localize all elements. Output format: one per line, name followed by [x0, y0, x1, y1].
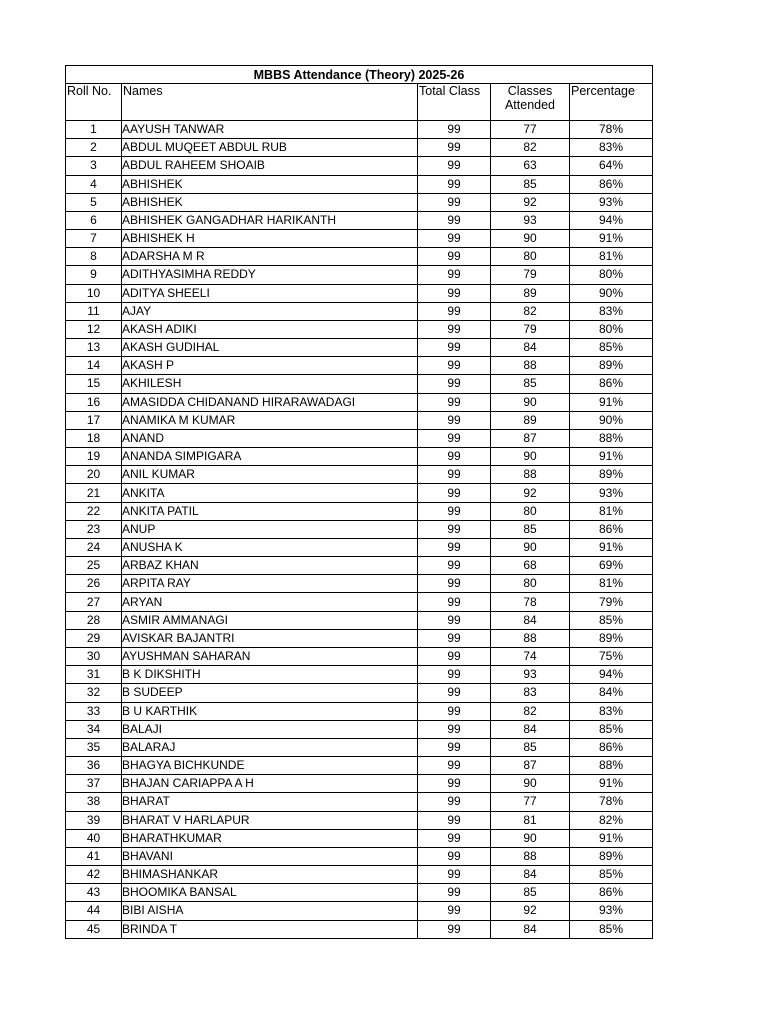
- table-row: [66, 230, 653, 248]
- table-row: [66, 647, 653, 665]
- student-name-cell: BRINDA T: [122, 920, 418, 938]
- percentage-cell: 85%: [570, 920, 653, 938]
- roll-number-cell: 38: [66, 793, 122, 811]
- student-name-cell: BHARAT: [122, 793, 418, 811]
- student-name-cell: ADARSHA M R: [122, 248, 418, 266]
- roll-number-cell: 45: [66, 920, 122, 938]
- table-row: [66, 320, 653, 338]
- percentage-cell: 81%: [570, 248, 653, 266]
- roll-number-cell: 31: [66, 666, 122, 684]
- percentage-cell: 85%: [570, 720, 653, 738]
- student-name-cell: ANKITA PATIL: [122, 502, 418, 520]
- percentage-cell: 69%: [570, 557, 653, 575]
- roll-number-cell: 34: [66, 720, 122, 738]
- table-row: [66, 829, 653, 847]
- table-row: [66, 811, 653, 829]
- student-name-cell: AKASH P: [122, 357, 418, 375]
- table-row: [66, 557, 653, 575]
- table-row: [66, 502, 653, 520]
- table-row: [66, 611, 653, 629]
- classes-attended-cell: 88: [491, 847, 570, 865]
- roll-number-cell: 18: [66, 429, 122, 447]
- classes-attended-cell: 80: [491, 575, 570, 593]
- percentage-cell: 86%: [570, 884, 653, 902]
- roll-number-cell: 22: [66, 502, 122, 520]
- total-class-cell: 99: [418, 884, 491, 902]
- percentage-cell: 86%: [570, 738, 653, 756]
- classes-attended-cell: 90: [491, 230, 570, 248]
- total-class-cell: 99: [418, 502, 491, 520]
- classes-attended-cell: 79: [491, 266, 570, 284]
- roll-number-cell: 42: [66, 866, 122, 884]
- total-class-cell: 99: [418, 702, 491, 720]
- percentage-cell: 78%: [570, 793, 653, 811]
- total-class-cell: 99: [418, 757, 491, 775]
- header-roll-no: Roll No.: [66, 84, 122, 121]
- classes-attended-cell: 92: [491, 484, 570, 502]
- percentage-cell: 90%: [570, 284, 653, 302]
- table-row: [66, 775, 653, 793]
- roll-number-cell: 43: [66, 884, 122, 902]
- classes-attended-cell: 80: [491, 502, 570, 520]
- student-name-cell: B U KARTHIK: [122, 702, 418, 720]
- percentage-cell: 83%: [570, 302, 653, 320]
- classes-attended-cell: 89: [491, 411, 570, 429]
- total-class-cell: 99: [418, 429, 491, 447]
- student-name-cell: ADITHYASIMHA REDDY: [122, 266, 418, 284]
- total-class-cell: 99: [418, 121, 491, 139]
- student-name-cell: AAYUSH TANWAR: [122, 121, 418, 139]
- header-row: [66, 84, 653, 121]
- table-row: [66, 411, 653, 429]
- student-name-cell: BHARATHKUMAR: [122, 829, 418, 847]
- table-row: [66, 793, 653, 811]
- total-class-cell: 99: [418, 811, 491, 829]
- table-row: [66, 248, 653, 266]
- roll-number-cell: 2: [66, 139, 122, 157]
- student-name-cell: AJAY: [122, 302, 418, 320]
- table-row: [66, 757, 653, 775]
- classes-attended-cell: 87: [491, 757, 570, 775]
- student-name-cell: ANIL KUMAR: [122, 466, 418, 484]
- total-class-cell: 99: [418, 575, 491, 593]
- percentage-cell: 91%: [570, 829, 653, 847]
- table-row: [66, 884, 653, 902]
- attendance-table: [65, 65, 653, 939]
- roll-number-cell: 14: [66, 357, 122, 375]
- total-class-cell: 99: [418, 847, 491, 865]
- classes-attended-cell: 85: [491, 520, 570, 538]
- classes-attended-cell: 82: [491, 302, 570, 320]
- classes-attended-cell: 79: [491, 320, 570, 338]
- roll-number-cell: 16: [66, 393, 122, 411]
- total-class-cell: 99: [418, 320, 491, 338]
- roll-number-cell: 36: [66, 757, 122, 775]
- roll-number-cell: 9: [66, 266, 122, 284]
- roll-number-cell: 29: [66, 629, 122, 647]
- roll-number-cell: 27: [66, 593, 122, 611]
- header-percentage: Percentage: [570, 84, 653, 121]
- student-name-cell: ABHISHEK H: [122, 230, 418, 248]
- total-class-cell: 99: [418, 302, 491, 320]
- classes-attended-cell: 82: [491, 139, 570, 157]
- student-name-cell: ANUP: [122, 520, 418, 538]
- roll-number-cell: 10: [66, 284, 122, 302]
- percentage-cell: 88%: [570, 429, 653, 447]
- classes-attended-cell: 77: [491, 793, 570, 811]
- percentage-cell: 91%: [570, 448, 653, 466]
- table-row: [66, 684, 653, 702]
- total-class-cell: 99: [418, 466, 491, 484]
- classes-attended-cell: 74: [491, 647, 570, 665]
- roll-number-cell: 20: [66, 466, 122, 484]
- percentage-cell: 89%: [570, 357, 653, 375]
- percentage-cell: 91%: [570, 230, 653, 248]
- percentage-cell: 86%: [570, 175, 653, 193]
- total-class-cell: 99: [418, 484, 491, 502]
- percentage-cell: 85%: [570, 866, 653, 884]
- classes-attended-cell: 84: [491, 720, 570, 738]
- classes-attended-cell: 88: [491, 466, 570, 484]
- percentage-cell: 89%: [570, 629, 653, 647]
- total-class-cell: 99: [418, 393, 491, 411]
- percentage-cell: 80%: [570, 320, 653, 338]
- roll-number-cell: 13: [66, 339, 122, 357]
- total-class-cell: 99: [418, 866, 491, 884]
- total-class-cell: 99: [418, 211, 491, 229]
- student-name-cell: AYUSHMAN SAHARAN: [122, 647, 418, 665]
- roll-number-cell: 41: [66, 847, 122, 865]
- percentage-cell: 94%: [570, 211, 653, 229]
- total-class-cell: 99: [418, 448, 491, 466]
- percentage-cell: 85%: [570, 339, 653, 357]
- total-class-cell: 99: [418, 557, 491, 575]
- total-class-cell: 99: [418, 139, 491, 157]
- student-name-cell: ANUSHA K: [122, 538, 418, 556]
- classes-attended-cell: 92: [491, 902, 570, 920]
- classes-attended-cell: 84: [491, 920, 570, 938]
- total-class-cell: 99: [418, 720, 491, 738]
- student-name-cell: BHARAT V HARLAPUR: [122, 811, 418, 829]
- percentage-cell: 91%: [570, 393, 653, 411]
- table-row: [66, 738, 653, 756]
- total-class-cell: 99: [418, 375, 491, 393]
- table-row: [66, 175, 653, 193]
- student-name-cell: ANANDA SIMPIGARA: [122, 448, 418, 466]
- classes-attended-cell: 77: [491, 121, 570, 139]
- roll-number-cell: 7: [66, 230, 122, 248]
- student-name-cell: AKHILESH: [122, 375, 418, 393]
- percentage-cell: 84%: [570, 684, 653, 702]
- total-class-cell: 99: [418, 357, 491, 375]
- percentage-cell: 86%: [570, 520, 653, 538]
- classes-attended-cell: 90: [491, 393, 570, 411]
- student-name-cell: BHIMASHANKAR: [122, 866, 418, 884]
- classes-attended-cell: 90: [491, 448, 570, 466]
- total-class-cell: 99: [418, 538, 491, 556]
- student-name-cell: ARPITA RAY: [122, 575, 418, 593]
- roll-number-cell: 35: [66, 738, 122, 756]
- table-row: [66, 520, 653, 538]
- student-name-cell: BHAJAN CARIAPPA A H: [122, 775, 418, 793]
- roll-number-cell: 28: [66, 611, 122, 629]
- classes-attended-cell: 82: [491, 702, 570, 720]
- percentage-cell: 86%: [570, 375, 653, 393]
- table-row: [66, 121, 653, 139]
- table-row: [66, 593, 653, 611]
- table-row: [66, 575, 653, 593]
- roll-number-cell: 5: [66, 193, 122, 211]
- total-class-cell: 99: [418, 157, 491, 175]
- student-name-cell: ABHISHEK: [122, 175, 418, 193]
- total-class-cell: 99: [418, 920, 491, 938]
- table-row: [66, 920, 653, 938]
- roll-number-cell: 44: [66, 902, 122, 920]
- roll-number-cell: 26: [66, 575, 122, 593]
- student-name-cell: BALARAJ: [122, 738, 418, 756]
- classes-attended-cell: 84: [491, 339, 570, 357]
- total-class-cell: 99: [418, 520, 491, 538]
- student-name-cell: ABDUL MUQEET ABDUL RUB: [122, 139, 418, 157]
- student-name-cell: AKASH GUDIHAL: [122, 339, 418, 357]
- roll-number-cell: 33: [66, 702, 122, 720]
- total-class-cell: 99: [418, 666, 491, 684]
- percentage-cell: 89%: [570, 847, 653, 865]
- student-name-cell: ADITYA SHEELI: [122, 284, 418, 302]
- classes-attended-cell: 85: [491, 375, 570, 393]
- classes-attended-cell: 84: [491, 611, 570, 629]
- classes-attended-cell: 90: [491, 775, 570, 793]
- classes-attended-cell: 90: [491, 538, 570, 556]
- percentage-cell: 85%: [570, 611, 653, 629]
- table-row: [66, 266, 653, 284]
- percentage-cell: 91%: [570, 538, 653, 556]
- classes-attended-cell: 81: [491, 811, 570, 829]
- title-row: [66, 66, 653, 84]
- classes-attended-cell: 85: [491, 884, 570, 902]
- table-row: [66, 484, 653, 502]
- table-row: [66, 448, 653, 466]
- total-class-cell: 99: [418, 266, 491, 284]
- student-name-cell: ABHISHEK GANGADHAR HARIKANTH: [122, 211, 418, 229]
- header-names: Names: [122, 84, 418, 121]
- percentage-cell: 90%: [570, 411, 653, 429]
- roll-number-cell: 1: [66, 121, 122, 139]
- percentage-cell: 82%: [570, 811, 653, 829]
- percentage-cell: 83%: [570, 139, 653, 157]
- classes-attended-cell: 88: [491, 629, 570, 647]
- percentage-cell: 89%: [570, 466, 653, 484]
- table-row: [66, 702, 653, 720]
- classes-attended-cell: 78: [491, 593, 570, 611]
- classes-attended-cell: 68: [491, 557, 570, 575]
- table-row: [66, 139, 653, 157]
- classes-attended-cell: 63: [491, 157, 570, 175]
- student-name-cell: BHAVANI: [122, 847, 418, 865]
- classes-attended-cell: 85: [491, 738, 570, 756]
- classes-attended-cell: 84: [491, 866, 570, 884]
- total-class-cell: 99: [418, 175, 491, 193]
- student-name-cell: ANAMIKA M KUMAR: [122, 411, 418, 429]
- roll-number-cell: 21: [66, 484, 122, 502]
- percentage-cell: 93%: [570, 902, 653, 920]
- header-classes-attended: [491, 84, 570, 121]
- student-name-cell: ARBAZ KHAN: [122, 557, 418, 575]
- table-row: [66, 847, 653, 865]
- table-row: [66, 720, 653, 738]
- classes-attended-cell: 92: [491, 193, 570, 211]
- total-class-cell: 99: [418, 593, 491, 611]
- table-row: [66, 157, 653, 175]
- total-class-cell: 99: [418, 411, 491, 429]
- percentage-cell: 93%: [570, 484, 653, 502]
- header-total-class: Total Class: [418, 84, 491, 121]
- roll-number-cell: 32: [66, 684, 122, 702]
- table-row: [66, 393, 653, 411]
- classes-attended-cell: 93: [491, 666, 570, 684]
- total-class-cell: 99: [418, 611, 491, 629]
- roll-number-cell: 25: [66, 557, 122, 575]
- classes-attended-cell: 85: [491, 175, 570, 193]
- student-name-cell: AVISKAR BAJANTRI: [122, 629, 418, 647]
- student-name-cell: ARYAN: [122, 593, 418, 611]
- table-row: [66, 429, 653, 447]
- header-classes-attended-line2: Attended: [504, 98, 556, 112]
- header-classes-attended-line1: Classes: [507, 84, 553, 98]
- classes-attended-cell: 87: [491, 429, 570, 447]
- roll-number-cell: 12: [66, 320, 122, 338]
- total-class-cell: 99: [418, 284, 491, 302]
- table-row: [66, 902, 653, 920]
- total-class-cell: 99: [418, 793, 491, 811]
- total-class-cell: 99: [418, 193, 491, 211]
- sheet-title: MBBS Attendance (Theory) 2025-26: [66, 66, 653, 84]
- classes-attended-cell: 89: [491, 284, 570, 302]
- roll-number-cell: 19: [66, 448, 122, 466]
- table-row: [66, 284, 653, 302]
- classes-attended-cell: 80: [491, 248, 570, 266]
- total-class-cell: 99: [418, 230, 491, 248]
- percentage-cell: 75%: [570, 647, 653, 665]
- percentage-cell: 88%: [570, 757, 653, 775]
- percentage-cell: 79%: [570, 593, 653, 611]
- table-row: [66, 375, 653, 393]
- total-class-cell: 99: [418, 248, 491, 266]
- table-row: [66, 302, 653, 320]
- student-name-cell: B K DIKSHITH: [122, 666, 418, 684]
- student-name-cell: AMASIDDA CHIDANAND HIRARAWADAGI: [122, 393, 418, 411]
- roll-number-cell: 4: [66, 175, 122, 193]
- student-name-cell: BIBI AISHA: [122, 902, 418, 920]
- table-row: [66, 866, 653, 884]
- table-row: [66, 466, 653, 484]
- percentage-cell: 81%: [570, 575, 653, 593]
- roll-number-cell: 15: [66, 375, 122, 393]
- total-class-cell: 99: [418, 775, 491, 793]
- student-name-cell: ABDUL RAHEEM SHOAIB: [122, 157, 418, 175]
- student-name-cell: ANKITA: [122, 484, 418, 502]
- student-name-cell: ASMIR AMMANAGI: [122, 611, 418, 629]
- table-row: [66, 538, 653, 556]
- student-name-cell: AKASH ADIKI: [122, 320, 418, 338]
- total-class-cell: 99: [418, 902, 491, 920]
- percentage-cell: 64%: [570, 157, 653, 175]
- roll-number-cell: 6: [66, 211, 122, 229]
- roll-number-cell: 17: [66, 411, 122, 429]
- roll-number-cell: 30: [66, 647, 122, 665]
- percentage-cell: 83%: [570, 702, 653, 720]
- roll-number-cell: 23: [66, 520, 122, 538]
- percentage-cell: 91%: [570, 775, 653, 793]
- classes-attended-cell: 83: [491, 684, 570, 702]
- total-class-cell: 99: [418, 629, 491, 647]
- percentage-cell: 94%: [570, 666, 653, 684]
- table-row: [66, 666, 653, 684]
- classes-attended-cell: 93: [491, 211, 570, 229]
- table-row: [66, 629, 653, 647]
- classes-attended-cell: 88: [491, 357, 570, 375]
- roll-number-cell: 8: [66, 248, 122, 266]
- table-row: [66, 193, 653, 211]
- total-class-cell: 99: [418, 647, 491, 665]
- student-name-cell: BHAGYA BICHKUNDE: [122, 757, 418, 775]
- percentage-cell: 80%: [570, 266, 653, 284]
- total-class-cell: 99: [418, 829, 491, 847]
- roll-number-cell: 37: [66, 775, 122, 793]
- percentage-cell: 78%: [570, 121, 653, 139]
- roll-number-cell: 40: [66, 829, 122, 847]
- table-row: [66, 211, 653, 229]
- student-name-cell: BHOOMIKA BANSAL: [122, 884, 418, 902]
- student-name-cell: ABHISHEK: [122, 193, 418, 211]
- student-name-cell: B SUDEEP: [122, 684, 418, 702]
- student-name-cell: BALAJI: [122, 720, 418, 738]
- percentage-cell: 81%: [570, 502, 653, 520]
- roll-number-cell: 39: [66, 811, 122, 829]
- roll-number-cell: 11: [66, 302, 122, 320]
- table-row: [66, 339, 653, 357]
- student-name-cell: ANAND: [122, 429, 418, 447]
- total-class-cell: 99: [418, 339, 491, 357]
- table-row: [66, 357, 653, 375]
- roll-number-cell: 24: [66, 538, 122, 556]
- total-class-cell: 99: [418, 684, 491, 702]
- classes-attended-cell: 90: [491, 829, 570, 847]
- total-class-cell: 99: [418, 738, 491, 756]
- percentage-cell: 93%: [570, 193, 653, 211]
- roll-number-cell: 3: [66, 157, 122, 175]
